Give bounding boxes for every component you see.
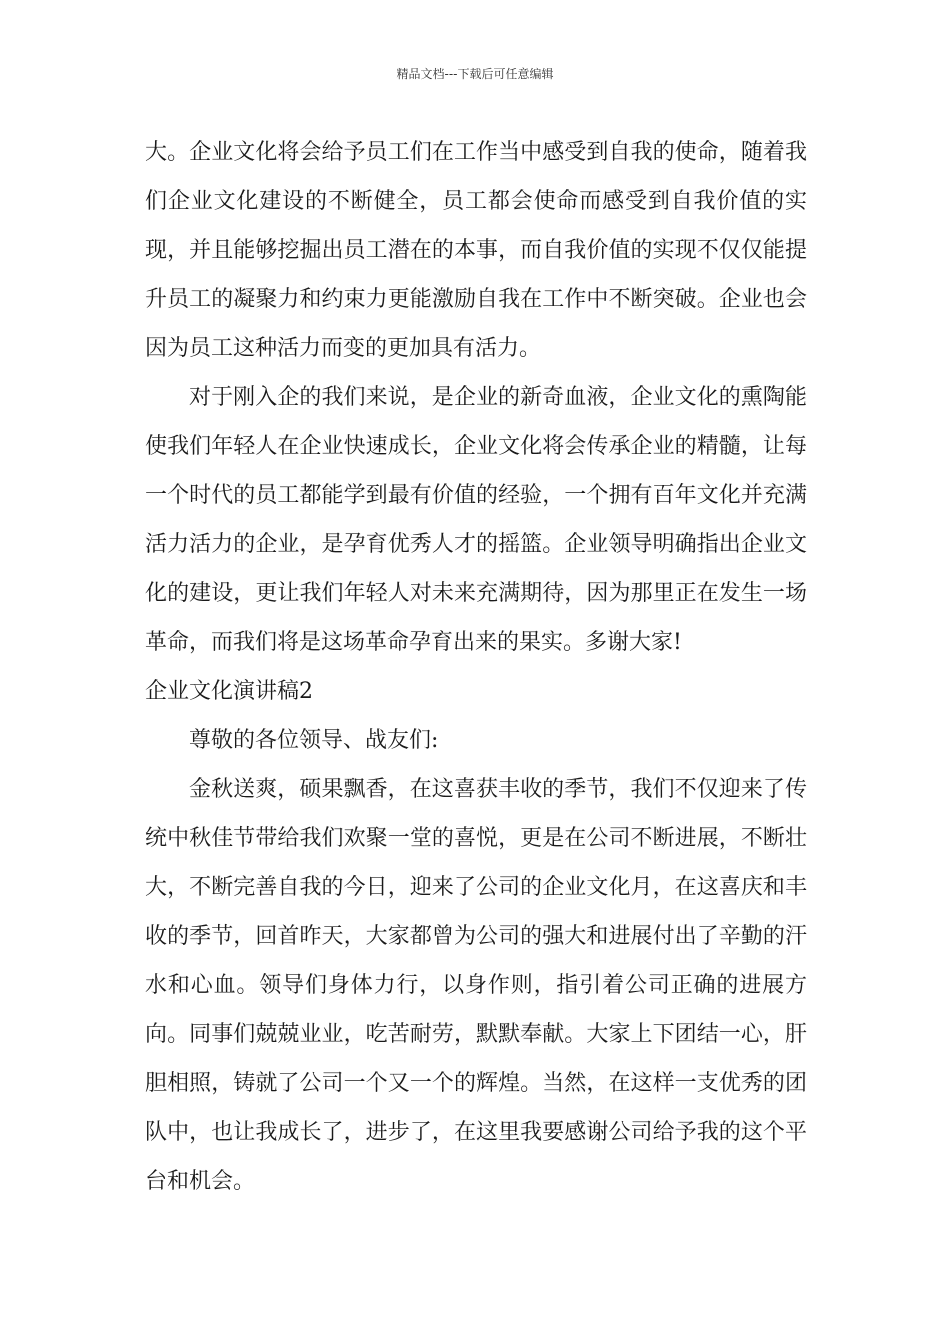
document-body	[145, 128, 807, 1206]
section-title: 企业文化演讲稿2	[145, 679, 313, 704]
page-header: 精品文档---下载后可任意编辑	[396, 67, 554, 81]
salutation: 尊敬的各位领导、战友们:	[189, 728, 439, 753]
paragraph-young-employees: 对于刚入企的我们来说，是企业的新奇血液，企业文化的熏陶能使我们年轻人在企业快速成长，企业文化将会传承企业的精髓，让每一个时代的员工都能学到最有价值的经验，一个拥有百年文化并充满活力活力的企业，是孕育优秀人才的摇篮。企业领导明确指出企业文化的建设，更让我们年轻人对未来充满期待，因为那里正在发生一场革命，而我们将是这场革命孕育出来的果实。多谢大家!	[145, 385, 807, 655]
paragraph-continuation: 大。企业文化将会给予员工们在工作当中感受到自我的使命，随着我们企业文化建设的不断健全，员工都会使命而感受到自我价值的实现，并且能够挖掘出员工潜在的本事，而自我价值的实现不仅仅能提升员工的凝聚力和约束力更能激励自我在工作中不断突破。企业也会因为员工这种活力而变的更加具有活力。	[145, 140, 807, 361]
paragraph-autumn: 金秋送爽，硕果飘香，在这喜获丰收的季节，我们不仅迎来了传统中秋佳节带给我们欢聚一堂的喜悦，更是在公司不断进展，不断壮大，不断完善自我的今日，迎来了公司的企业文化月，在这喜庆和丰收的季节，回首昨天，大家都曾为公司的强大和进展付出了辛勤的汗水和心血。领导们身体力行，以身作则，指引着公司正确的进展方向。同事们兢兢业业，吃苦耐劳，默默奉献。大家上下团结一心，肝胆相照，铸就了公司一个又一个的辉煌。当然，在这样一支优秀的团队中，也让我成长了，进步了，在这里我要感谢公司给予我的这个平台和机会。	[145, 777, 807, 1194]
